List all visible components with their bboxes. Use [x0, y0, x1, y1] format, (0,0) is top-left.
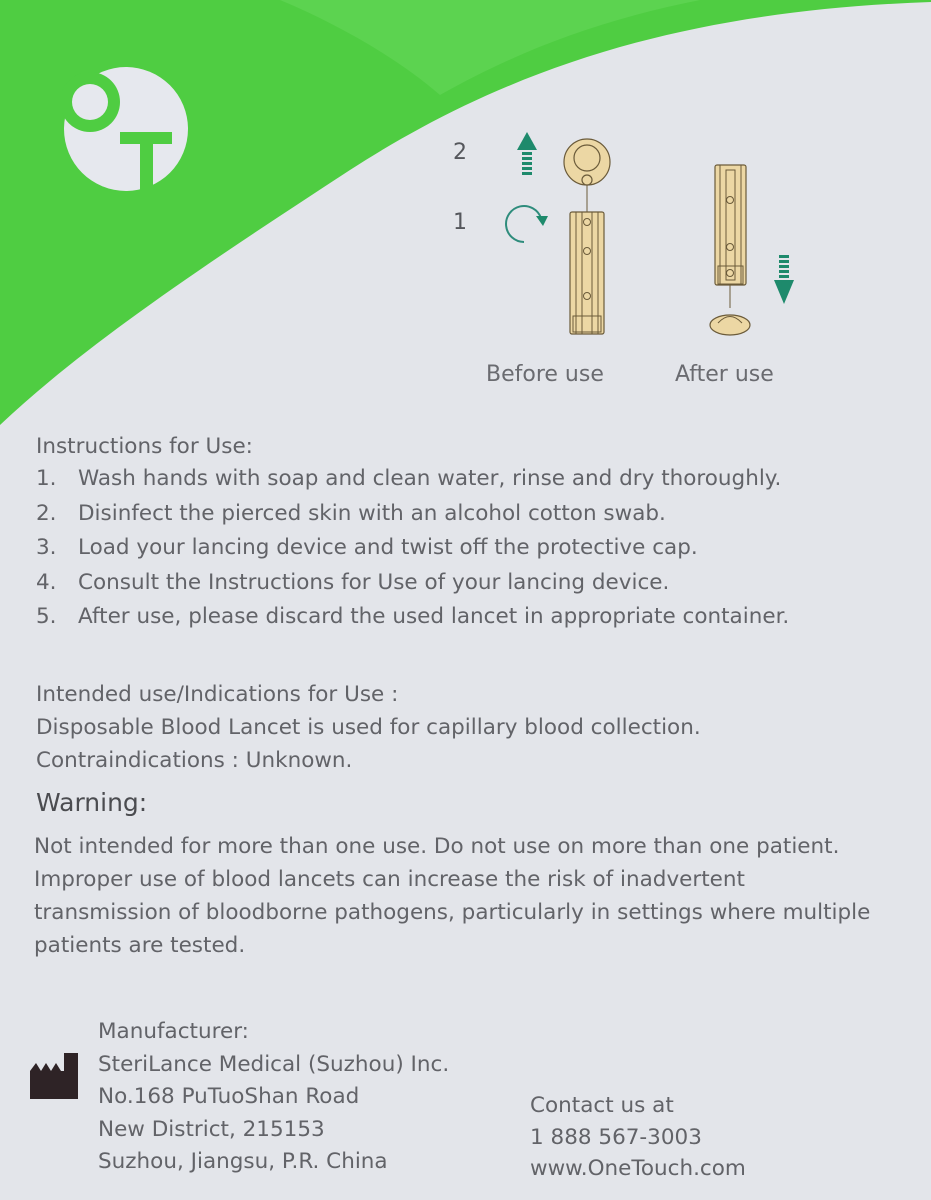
manufacturer-label: Manufacturer: — [98, 1019, 249, 1044]
lancet-before-icon — [570, 212, 604, 334]
rotate-clockwise-icon — [506, 206, 548, 242]
step-2-number: 2 — [453, 140, 467, 165]
step-1-number: 1 — [453, 210, 467, 235]
lancet-after-icon — [710, 165, 750, 335]
intended-use-title: Intended use/Indications for Use : — [36, 682, 399, 707]
instructions-title: Instructions for Use: — [36, 434, 253, 459]
instruction-item: 2. Disinfect the pierced skin with an alcohol cotton swab. — [36, 500, 666, 526]
manufacturer-address-2: New District, 215153 — [98, 1116, 325, 1142]
contact-label: Contact us at — [530, 1093, 674, 1118]
before-use-label: Before use — [486, 362, 604, 387]
instruction-item: 1. Wash hands with soap and clean water, rinse and dry thoroughly. — [36, 466, 782, 491]
onetouch-logo-icon — [62, 66, 190, 192]
after-use-label: After use — [675, 362, 774, 387]
instruction-item: 3. Load your lancing device and twist off the protective cap. — [36, 535, 698, 560]
contact-phone: 1 888 567-3003 — [530, 1124, 702, 1150]
warning-title: Warning: — [36, 788, 148, 817]
arrow-down-icon — [774, 255, 794, 304]
instructions-list — [36, 462, 789, 635]
contraindications-text: Contraindications : Unknown. — [36, 748, 353, 773]
warning-body: Not intended for more than one use. Do not use on more than one patient. Improper use of blood lancets can increase the risk of inadvertent transmission of bloodborne pathogens, particularly in settings where multiple patients are tested. — [34, 834, 871, 958]
manufacturer-address-3: Suzhou, Jiangsu, P.R. China — [98, 1149, 388, 1174]
manufacturer-name: SteriLance Medical (Suzhou) Inc. — [98, 1051, 450, 1077]
arrow-up-icon — [517, 132, 537, 175]
intended-use-description: Disposable Blood Lancet is used for capillary blood collection. — [36, 715, 701, 740]
lancet-usage-diagram — [440, 120, 820, 360]
intended-use-section — [36, 678, 701, 777]
manufacturer-address-1: No.168 PuTuoShan Road — [98, 1084, 360, 1109]
instruction-item: 4. Consult the Instructions for Use of your lancing device. — [36, 569, 670, 595]
manufacturer-block — [98, 1016, 449, 1179]
instruction-item: 5. After use, please discard the used lancet in appropriate container. — [36, 604, 790, 629]
contact-website: www.OneTouch.com — [530, 1156, 746, 1181]
contact-block — [530, 1090, 746, 1185]
factory-icon — [30, 1053, 78, 1099]
lancet-cap-icon — [564, 139, 610, 212]
